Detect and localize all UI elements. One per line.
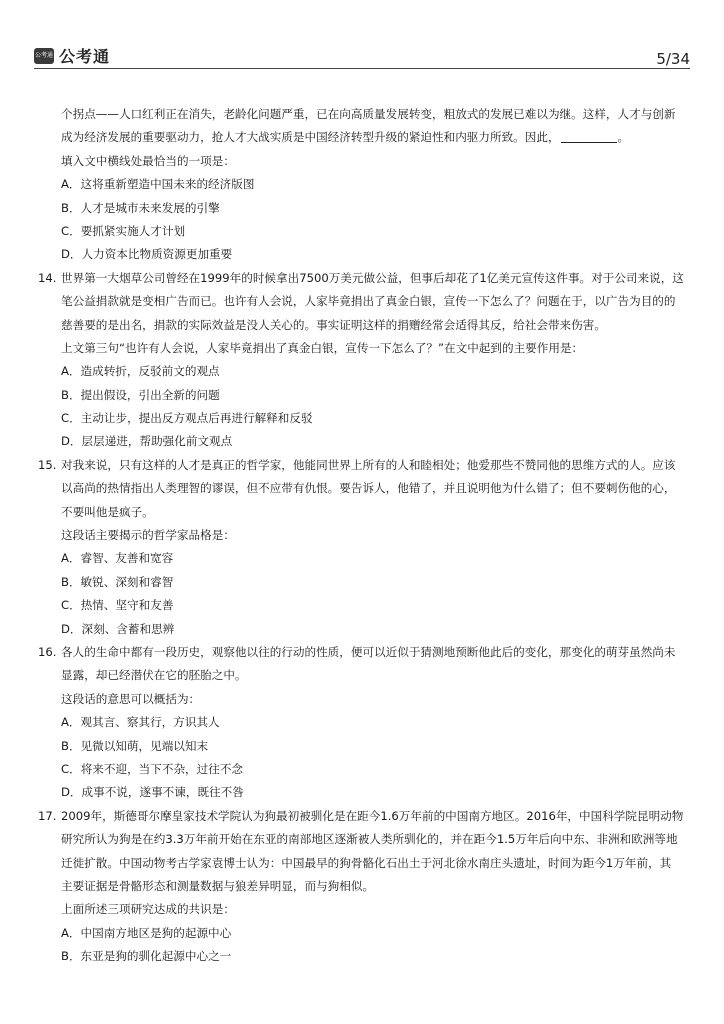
passage-line: 16. 各人的生命中都有一段历史，观察他以往的行动的性质，便可以近似于猜测地预断他此后的变化，那变化的萌芽虽然尚未 <box>38 641 690 664</box>
option-b: B．提出假设，引出全新的问题 <box>61 387 220 402</box>
option-a: A．这将重新塑造中国未来的经济版图 <box>61 177 255 192</box>
option-c: C．热情、坚守和友善 <box>61 598 174 613</box>
question-prompt: 上文第三句“也许有人会说，人家毕竟捐出了真金白银，宣传一下怎么了？”在文中起到的主要作用是： <box>61 340 584 355</box>
option-a: A．造成转折，反驳前文的观点 <box>61 364 220 379</box>
option-b: B．见微以知萌，见端以知末 <box>61 738 209 753</box>
option-a: A．观其言、察其行，方识其人 <box>61 715 220 730</box>
passage-line: 以高尚的热情指出人类理智的谬误，但不应带有仇恨。要告诉人，他错了，并且说明他为什么错了；但不要刺伤他的心， <box>61 481 676 496</box>
question-number: 14. <box>38 270 57 285</box>
option-c: C．将来不迎，当下不杂，过往不念 <box>61 761 244 776</box>
page-header <box>34 44 690 70</box>
option-b: B．人才是城市未来发展的引擎 <box>61 200 220 215</box>
logo-badge-icon: 公考通 <box>34 48 54 64</box>
question-13-continued <box>38 103 690 267</box>
question-number: 15. <box>38 457 57 472</box>
question-prompt: 这段话的意思可以概括为： <box>61 691 201 706</box>
passage-line: 研究所认为狗是在约3.3万年前开始在东亚的南部地区逐渐被人类所驯化的，并在距今1.5万年后向中东、非洲和欧洲等地 <box>61 832 678 847</box>
option-d: D．成事不说，遂事不谏，既往不咎 <box>61 785 244 800</box>
option-c: C．要抓紧实施人才计划 <box>61 223 186 238</box>
question-15 <box>38 454 690 641</box>
question-prompt: 上面所述三项研究达成的共识是： <box>61 902 235 917</box>
option-b: B．东亚是狗的驯化起源中心之一 <box>61 949 232 964</box>
document-body <box>38 103 690 968</box>
header-divider <box>34 68 690 69</box>
passage-line: 笔公益捐款就是变相广告而已。也许有人会说，人家毕竟捐出了真金白银，宣传一下怎么了？问题在于，以广告为目的的 <box>61 294 676 309</box>
option-a: A．睿智、友善和宽容 <box>61 551 174 566</box>
question-number: 16. <box>38 644 57 659</box>
option-a: A．中国南方地区是狗的起源中心 <box>61 925 232 940</box>
question-14 <box>38 267 690 454</box>
option-d: D．层层递进，帮助强化前文观点 <box>61 434 233 449</box>
passage-line: 15. 对我来说，只有这样的人才是真正的哲学家，他能同世界上所有的人和睦相处；他爱那些不赞同他的思维方式的人。应该 <box>38 454 690 477</box>
passage-line: 迁徙扩散。中国动物考古学家袁博士认为：中国最早的狗骨骼化石出土于河北徐水南庄头遗址，时间为距今1万年前，其 <box>61 855 672 870</box>
option-d: D．深刻、含蓄和思辨 <box>61 621 175 636</box>
option-b: B．敏锐、深刻和睿智 <box>61 574 174 589</box>
question-16 <box>38 641 690 805</box>
question-prompt: 这段话主要揭示的哲学家品格是： <box>61 528 235 543</box>
passage-line: 17. 2009年，斯德哥尔摩皇家技术学院认为狗最初被驯化是在距今1.6万年前的中国南方地区。2016年，中国科学院昆明动物 <box>38 805 690 828</box>
logo <box>34 44 110 67</box>
passage-line: 14. 世界第一大烟草公司曾经在1999年的时候拿出7500万美元做公益，但事后却花了1亿美元宣传这件事。对于公司来说，这 <box>38 267 690 290</box>
question-prompt: 填入文中横线处最恰当的一项是： <box>61 153 235 168</box>
question-17 <box>38 805 690 969</box>
answer-blank <box>561 129 617 143</box>
question-number: 17. <box>38 808 57 823</box>
passage-line: 不要叫他是疯子。 <box>61 504 154 519</box>
passage-line: 成为经济发展的重要驱动力，抢人才大战实质是中国经济转型升级的紧迫性和内驱力所致。因此， 。 <box>61 130 630 145</box>
option-c: C．主动让步，提出反方观点后再进行解释和反驳 <box>61 411 313 426</box>
passage-line: 慈善要的是出名，捐款的实际效益是没人关心的。事实证明这样的捐赠经常会适得其反，给社会带来伤害。 <box>61 317 606 332</box>
passage-line: 个拐点——人口红利正在消失，老龄化问题严重，已在向高质量发展转变，粗放式的发展已难以为继。这样，人才与创新 <box>61 107 676 121</box>
passage-line: 主要证据是骨骼形态和测量数据与狼差异明显，而与狗相似。 <box>61 878 375 893</box>
page-number: 5/34 <box>656 50 690 68</box>
passage-line: 显露，却已经潜伏在它的胚胎之中。 <box>61 668 247 683</box>
logo-text: 公考通 <box>59 47 111 66</box>
option-d: D．人力资本比物质资源更加重要 <box>61 247 233 262</box>
